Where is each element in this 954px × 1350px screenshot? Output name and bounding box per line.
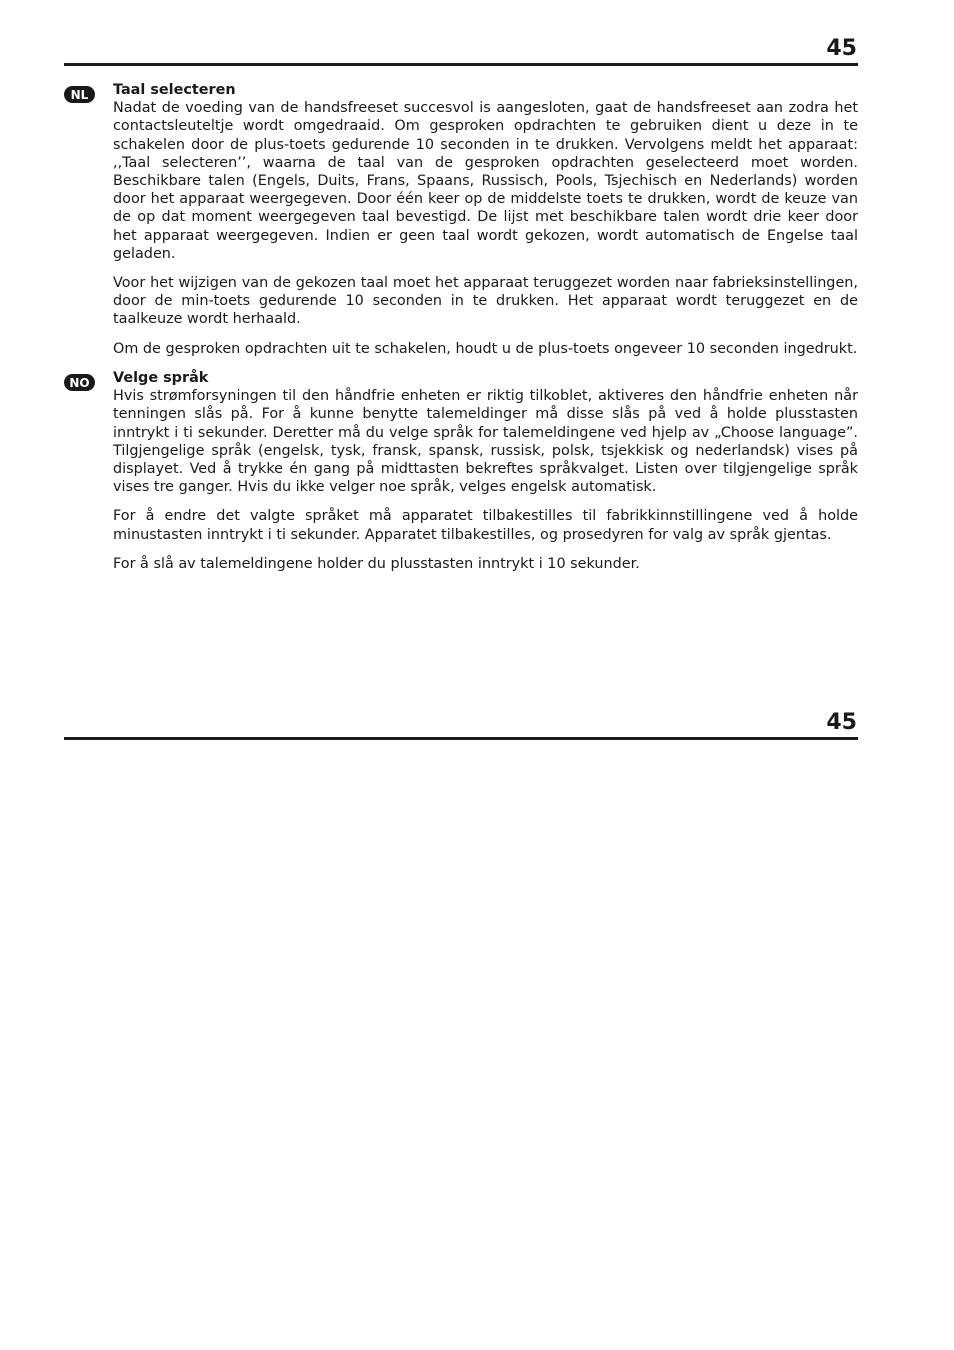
section-no-paragraph-1: Hvis strømforsyningen til den håndfrie enheten er riktig tilkoblet, aktiveres den håndfrie enheten når tenningen slås på. For å kunne benytte talemeldinger må disse slås på ved å holde plusstasten inntrykt i ti sekunder. Deretter må du velge språk for talemeldingene ved hjelp av „Choose language”. Tilgjengelige språk (engelsk, tysk, fransk, spansk, russisk, polsk, tsjekkisk og nederlandsk) vises på displayet. Ved å trykke én gang på midttasten bekreftes språkvalget. Listen over tilgjengelige språk vises tre ganger. Hvis du ikke velger noe språk, velges engelsk automatisk.: [113, 388, 858, 496]
bottom-divider: [64, 737, 858, 740]
nl-language-badge: [64, 86, 95, 103]
page-number-top: 45: [826, 36, 857, 61]
no-badge-label: NO: [69, 375, 90, 390]
section-nl-heading: Taal selecteren: [113, 82, 236, 98]
page-number-bottom: 45: [826, 710, 857, 735]
no-language-badge: [64, 374, 95, 391]
top-divider: [64, 63, 858, 66]
section-no-paragraph-2: For å endre det valgte språket må apparatet tilbakestilles til fabrikkinnstillingene ved å holde minustasten inntrykt i ti sekunder. Apparatet tilbakestilles, og prosedyren for valg av språk gjentas.: [113, 508, 858, 543]
nl-badge-label: NL: [70, 87, 89, 102]
section-no-heading: Velge språk: [113, 370, 209, 386]
section-nl-paragraph-2: Voor het wijzigen van de gekozen taal moet het apparaat teruggezet worden naar fabrieksinstellingen, door de min-toets gedurende 10 seconden in te drukken. Het apparaat wordt teruggezet en de taalkeuze wordt herhaald.: [113, 275, 858, 328]
section-nl: [113, 81, 858, 358]
section-no: [113, 369, 858, 573]
section-no-paragraph-3: For å slå av talemeldingene holder du plusstasten inntrykt i 10 sekunder.: [113, 555, 640, 572]
section-nl-paragraph-1: Nadat de voeding van de handsfreeset succesvol is aangesloten, gaat de handsfreeset aan zodra het contactsleuteltje wordt omgedraaid. Om gesproken opdrachten te gebruiken dient u deze in te schakelen door de plus-toets gedurende 10 seconden in te drukken. Vervolgens meldt het apparaat: ,,Taal selecteren’’, waarna de taal van de gesproken opdrachten geselecteerd moet worden. Beschikbare talen (Engels, Duits, Frans, Spaans, Russisch, Pools, Tsjechisch en Nederlands) worden door het apparaat weergegeven. Door één keer op de middelste toets te drukken, wordt de keuze van de op dat moment weergegeven taal bevestigd. De lijst met beschikbare talen wordt drie keer door het apparaat weergegeven. Indien er geen taal wordt gekozen, wordt automatisch de Engelse taal geladen.: [113, 100, 858, 262]
section-nl-paragraph-3: Om de gesproken opdrachten uit te schakelen, houdt u de plus-toets ongeveer 10 seconden ingedrukt.: [113, 340, 858, 357]
